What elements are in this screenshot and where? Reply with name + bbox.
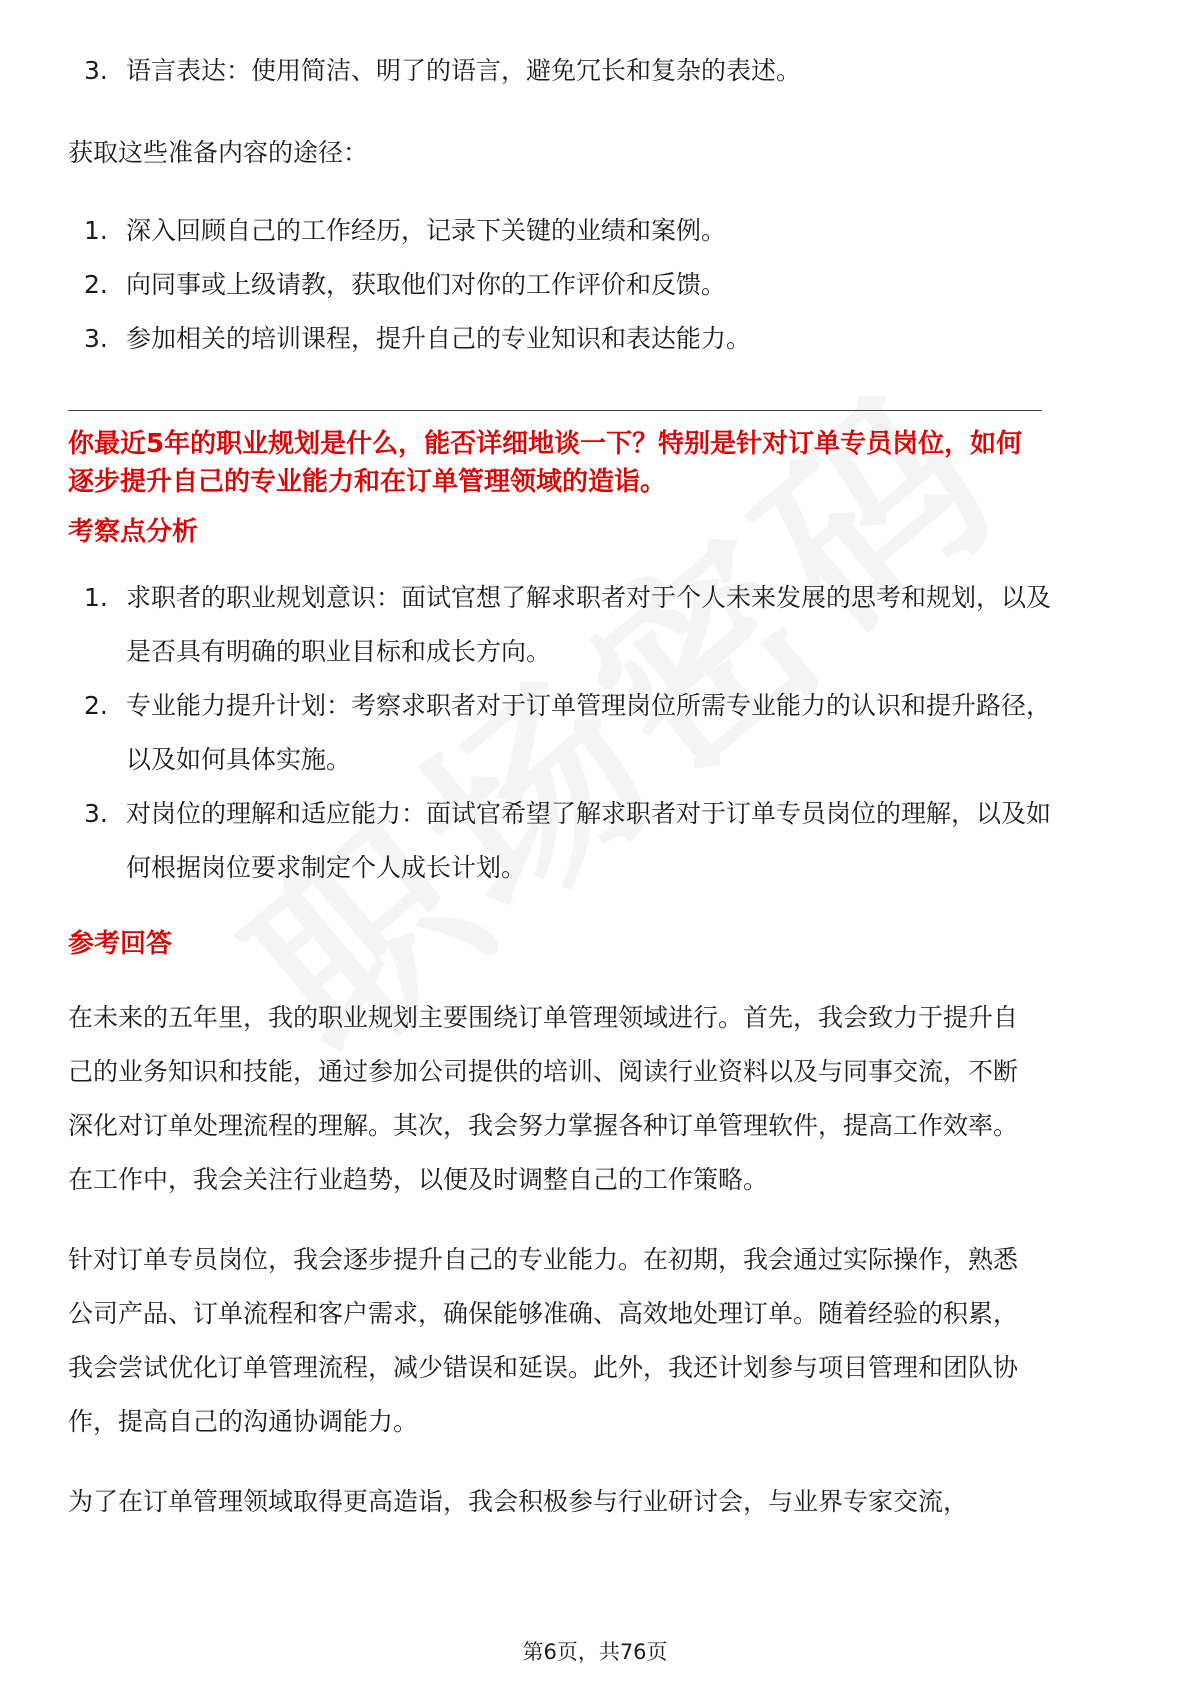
list-number: 2. — [84, 691, 108, 720]
prep-list — [72, 42, 1118, 100]
list-number: 2. — [84, 270, 108, 299]
analysis-list — [72, 571, 1052, 895]
list-item-text: 专业能力提升计划：考察求职者对于订单管理岗位所需专业能力的认识和提升路径，以及如何具体实施。 — [126, 691, 1052, 774]
list-item-text: 向同事或上级请教，获取他们对你的工作评价和反馈。 — [126, 270, 727, 299]
list-item — [72, 571, 1052, 679]
list-item — [72, 312, 1118, 366]
answer-title: 参考回答 — [68, 929, 173, 959]
page-content — [68, 52, 1118, 1529]
sources-heading: 获取这些准备内容的途径： — [68, 138, 369, 167]
list-item — [72, 258, 1118, 312]
list-item-text: 深入回顾自己的工作经历，记录下关键的业绩和案例。 — [126, 216, 727, 245]
list-item — [72, 204, 1118, 258]
page-number: 第6页，共76页 — [522, 1640, 668, 1664]
section-divider — [68, 410, 1042, 411]
list-item-text: 对岗位的理解和适应能力：面试官希望了解求职者对于订单专员岗位的理解，以及如何根据岗位要求制定个人成长计划。 — [126, 799, 1052, 882]
list-number: 1. — [84, 583, 108, 612]
list-number: 1. — [84, 216, 108, 245]
answer-paragraph: 为了在订单管理领域取得更高造诣，我会积极参与行业研讨会，与业界专家交流， — [68, 1487, 969, 1516]
list-number: 3. — [84, 324, 108, 353]
list-item — [72, 679, 1052, 787]
list-item — [72, 42, 1118, 100]
list-item-text: 参加相关的培训课程，提升自己的专业知识和表达能力。 — [126, 324, 752, 353]
list-item-text: 求职者的职业规划意识：面试官想了解求职者对于个人未来发展的思考和规划，以及是否具有明确的职业目标和成长方向。 — [126, 583, 1052, 666]
list-item-text: 语言表达：使用简洁、明了的语言，避免冗长和复杂的表述。 — [126, 56, 802, 85]
list-number: 3. — [84, 56, 108, 85]
analysis-title: 考察点分析 — [68, 517, 199, 547]
list-item — [72, 787, 1052, 895]
list-number: 3. — [84, 799, 108, 828]
sources-list — [72, 204, 1118, 366]
answer-paragraph: 针对订单专员岗位，我会逐步提升自己的专业能力。在初期，我会通过实际操作，熟悉公司产品、订单流程和客户需求，确保能够准确、高效地处理订单。随着经验的积累，我会尝试优化订单管理流程，减少错误和延误。此外，我还计划参与项目管理和团队协作，提高自己的沟通协调能力。 — [68, 1245, 1019, 1436]
interview-question: 你最近5年的职业规划是什么，能否详细地谈一下？特别是针对订单专员岗位，如何逐步提升自己的专业能力和在订单管理领域的造诣。 — [68, 429, 1023, 497]
answer-paragraph: 在未来的五年里，我的职业规划主要围绕订单管理领域进行。首先，我会致力于提升自己的业务知识和技能，通过参加公司提供的培训、阅读行业资料以及与同事交流，不断深化对订单处理流程的理解。其次，我会努力掌握各种订单管理软件，提高工作效率。在工作中，我会关注行业趋势，以便及时调整自己的工作策略。 — [68, 1003, 1019, 1194]
